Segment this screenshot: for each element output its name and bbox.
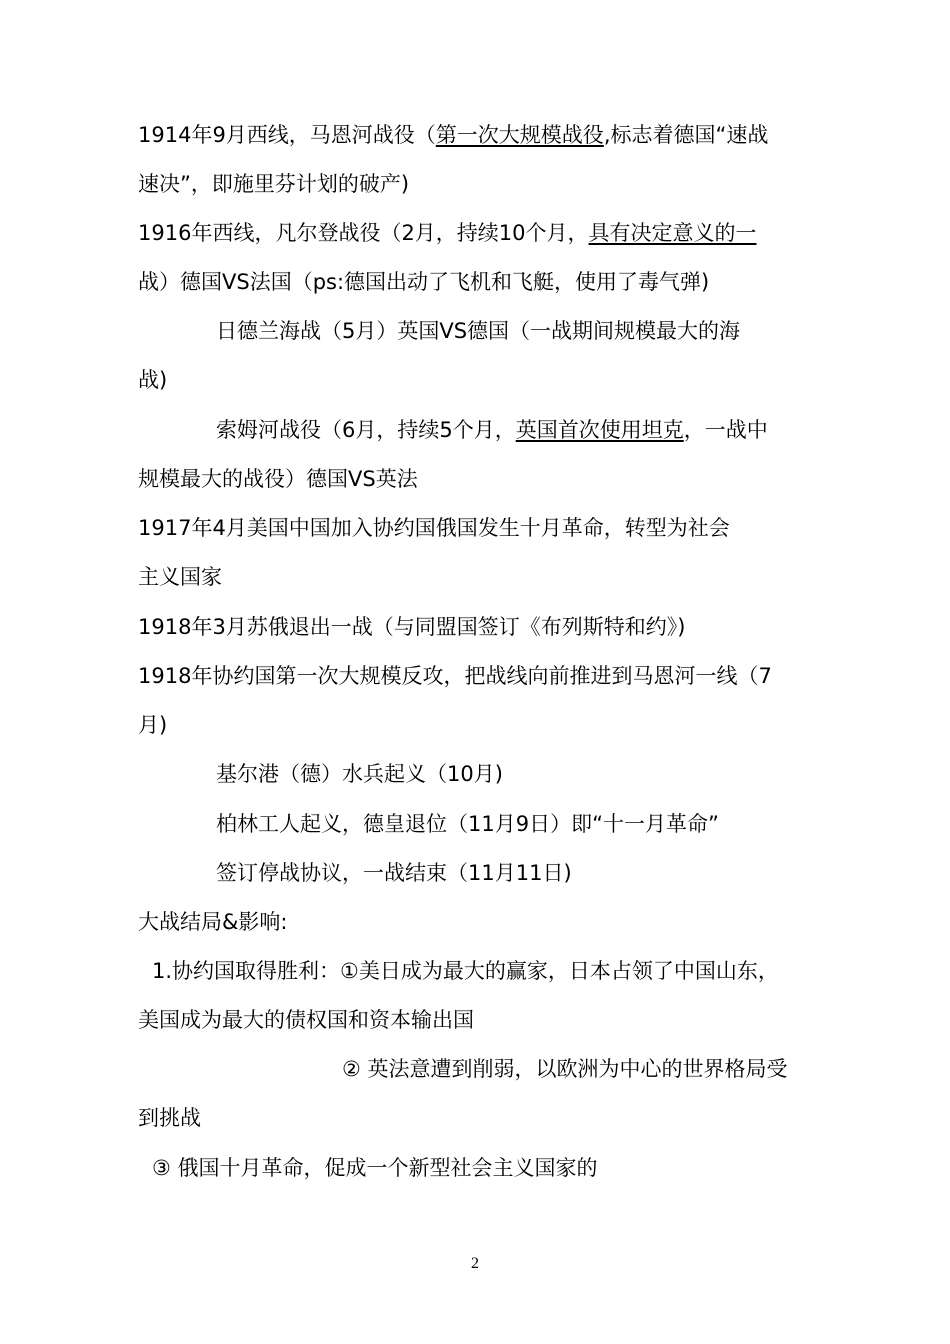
text-segment: 战) [138, 368, 168, 392]
text-line-kiel [216, 760, 503, 788]
underlined-text: 第一次大规模战役 [435, 123, 604, 147]
text-segment: 柏林工人起义，德皇退位（11月9日）即“十一月革命” [216, 812, 719, 836]
text-segment: 主义国家 [138, 565, 222, 589]
text-line-result-3 [152, 1154, 598, 1182]
text-line-armistice [216, 859, 572, 887]
text-line-1916-verdun [138, 219, 757, 247]
text-segment: 大战结局&影响: [138, 910, 288, 934]
text-segment: 基尔港（德）水兵起义（10月) [216, 762, 503, 786]
text-line-berlin [216, 810, 719, 838]
text-line-1917-cont [138, 563, 222, 591]
text-segment: 1914年9月西线，马恩河战役（ [138, 123, 436, 147]
text-segment: 速决”，即施里芬计划的破产) [138, 172, 410, 196]
text-segment: 签订停战协议，一战结束（11月11日) [216, 861, 572, 885]
text-segment: 1918年协约国第一次大规模反攻，把战线向前推进到马恩河一线（7 [138, 664, 772, 688]
text-segment: ② 英法意遭到削弱，以欧洲为中心的世界格局受 [342, 1057, 788, 1081]
text-line-1914-marne-cont [138, 170, 409, 198]
text-segment: ③ 俄国十月革命，促成一个新型社会主义国家的 [152, 1156, 598, 1180]
text-segment: 1918年3月苏俄退出一战（与同盟国签订《布列斯特和约》) [138, 615, 686, 639]
text-segment: 索姆河战役（6月，持续5个月， [216, 418, 516, 442]
text-line-1914-marne [138, 121, 768, 149]
text-line-jutland-cont [138, 366, 167, 394]
text-segment: 美国成为最大的债权国和资本输出国 [138, 1008, 474, 1032]
section-heading-results [138, 908, 287, 936]
underlined-text: 具有决定意义的一 [588, 221, 757, 245]
text-segment: 1917年4月美国中国加入协约国俄国发生十月革命，转型为社会 [138, 516, 730, 540]
text-segment: 1916年西线，凡尔登战役（2月，持续10个月， [138, 221, 589, 245]
page-number: 2 [471, 1255, 479, 1272]
text-line-result-1 [152, 957, 779, 985]
text-segment: 1.协约国取得胜利：①美日成为最大的赢家，日本占领了中国山东， [152, 959, 779, 983]
text-segment: 月) [138, 713, 168, 737]
text-line-1916-verdun-cont [138, 268, 709, 296]
text-line-result-2 [342, 1055, 788, 1083]
text-segment: 到挑战 [138, 1106, 201, 1130]
text-segment: ，一战中 [683, 418, 768, 442]
text-segment: 战）德国VS法国（ps:德国出动了飞机和飞艇，使用了毒气弹) [138, 270, 710, 294]
text-segment: 规模最大的战役）德国VS英法 [138, 467, 418, 491]
text-line-1918-offensive-cont [138, 711, 167, 739]
text-line-jutland [216, 317, 740, 345]
underlined-text: 英国首次使用坦克 [515, 418, 684, 442]
text-segment: ,标志着德国“速战 [603, 123, 769, 147]
text-line-somme [216, 416, 768, 444]
text-line-1917 [138, 514, 730, 542]
text-line-result-2-cont [138, 1104, 201, 1132]
text-line-1918-offensive [138, 662, 772, 690]
text-line-1918-brest [138, 613, 686, 641]
text-line-somme-cont [138, 465, 418, 493]
text-line-result-1-cont [138, 1006, 474, 1034]
text-segment: 日德兰海战（5月）英国VS德国（一战期间规模最大的海 [216, 319, 741, 343]
